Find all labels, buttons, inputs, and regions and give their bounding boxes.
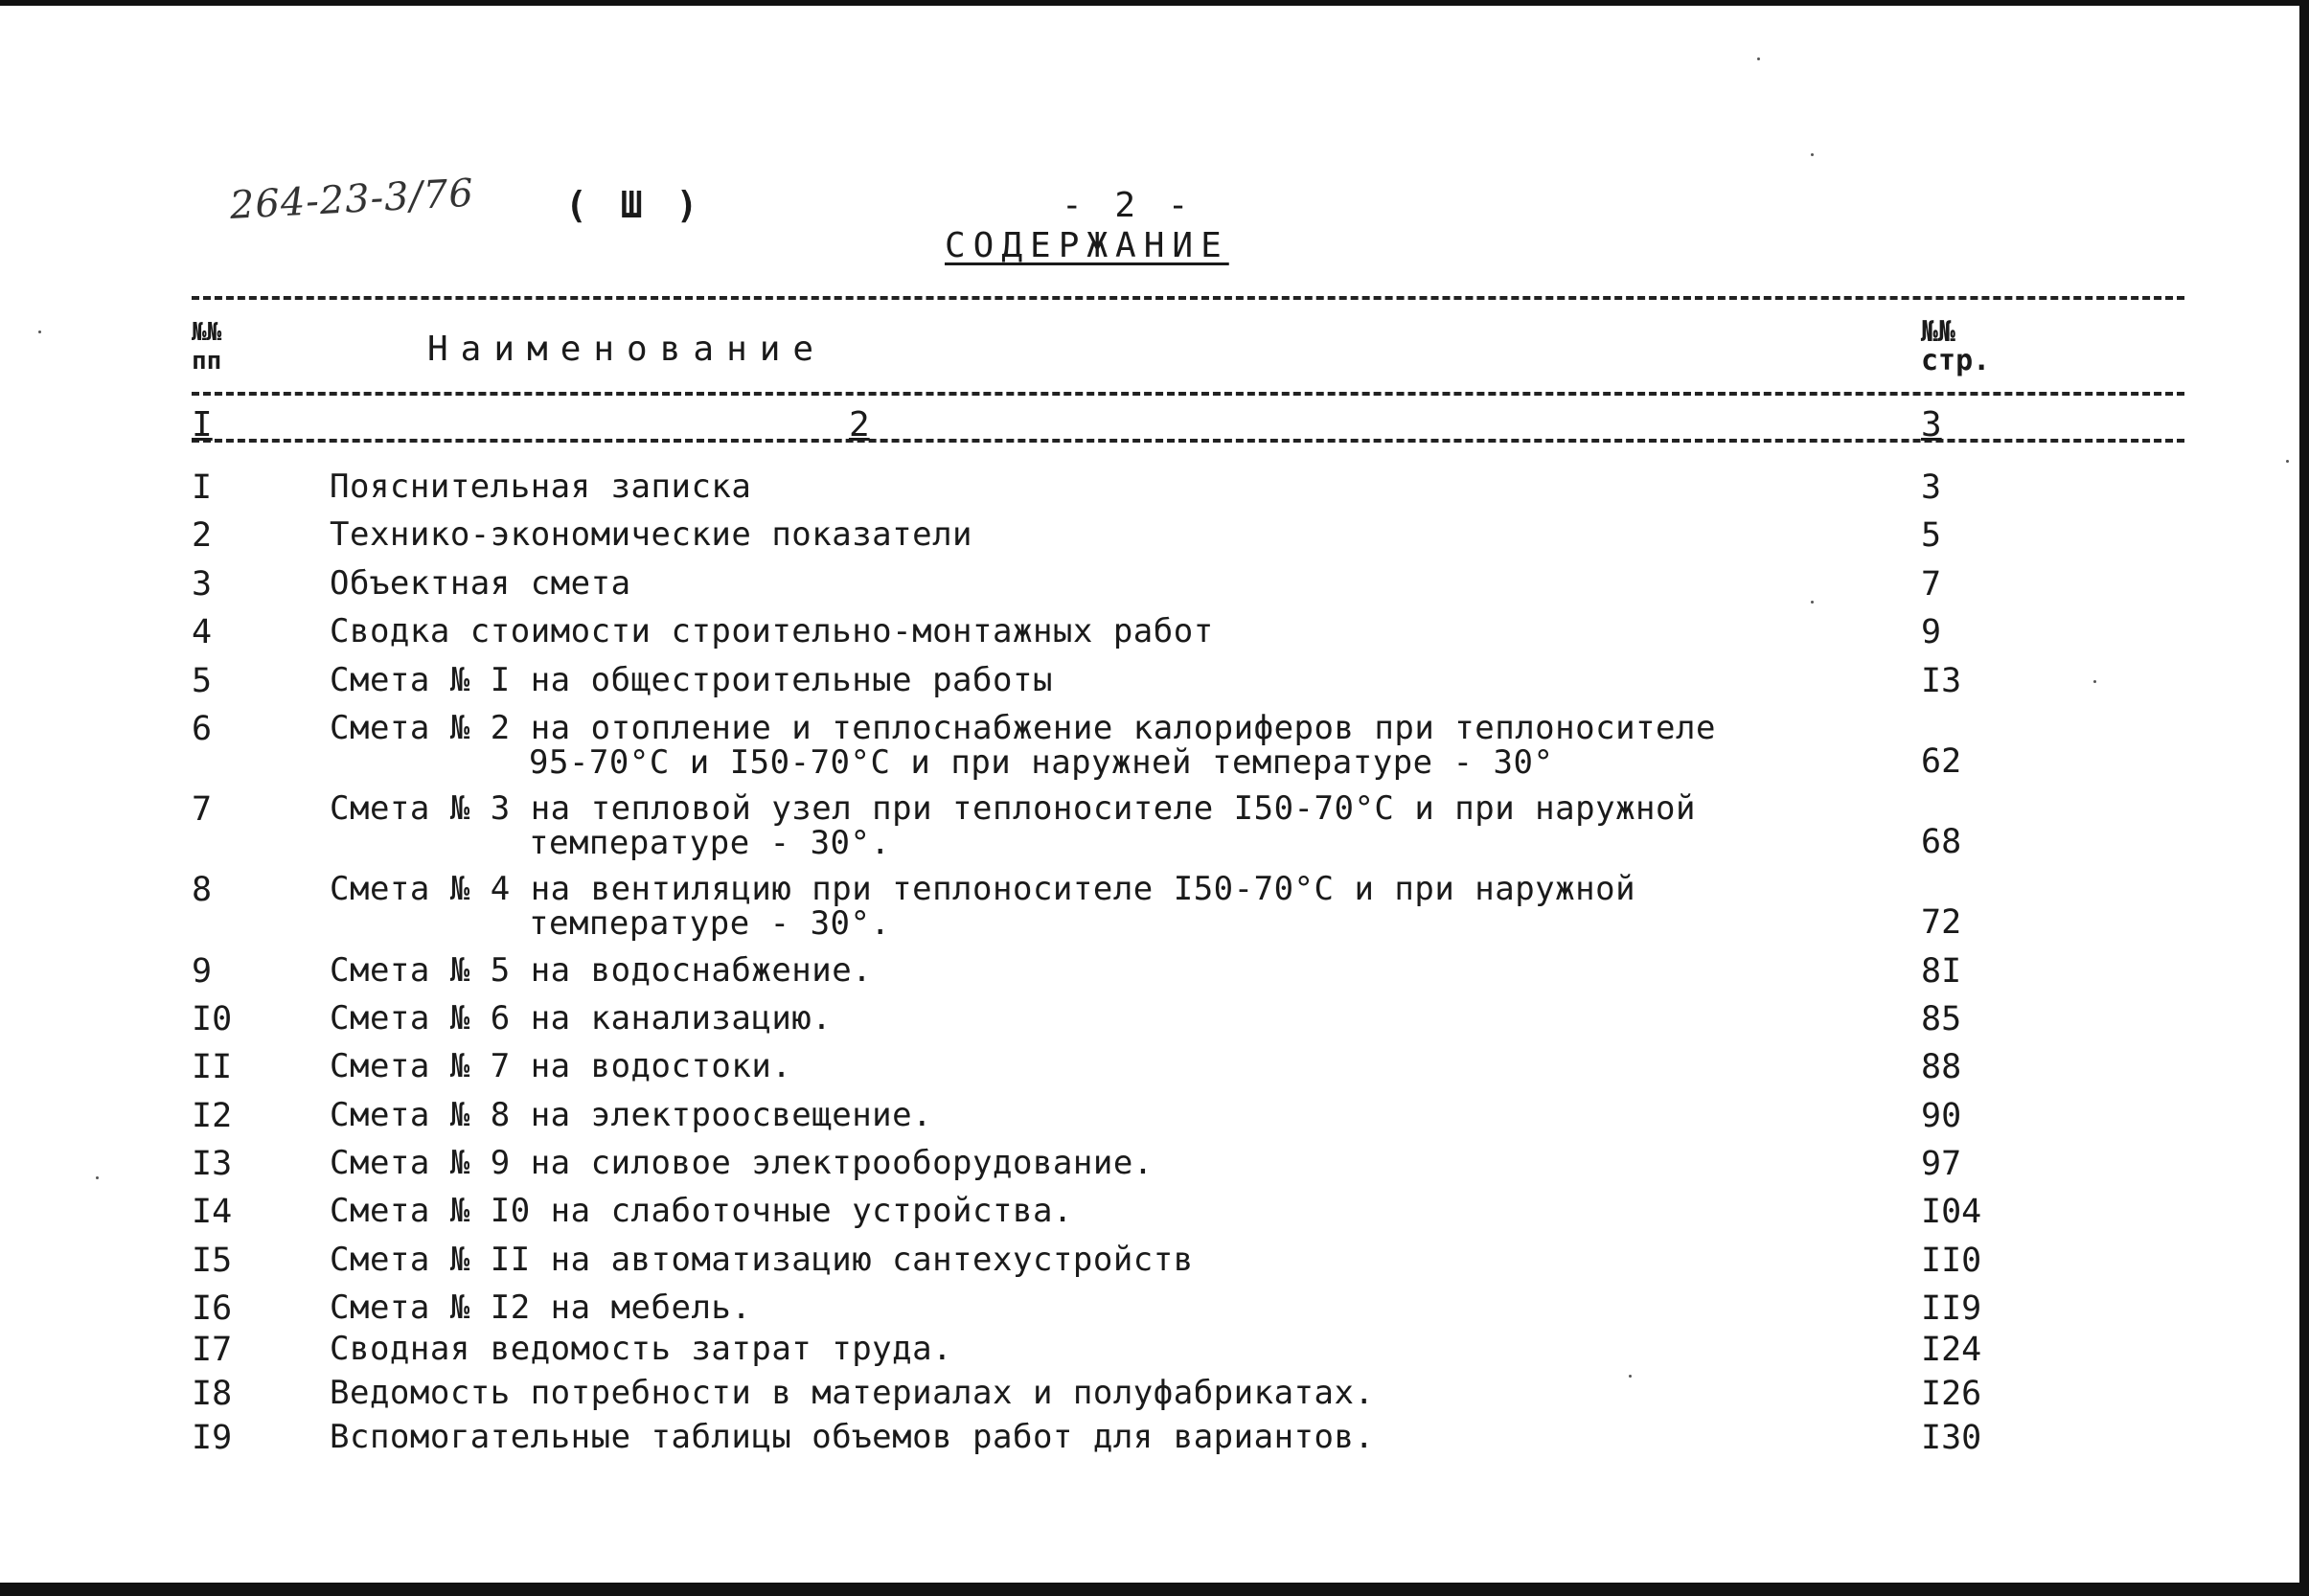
row-number: I3 <box>192 1145 233 1183</box>
header-name-column: Наименование <box>427 330 827 369</box>
row-title-line: температуре - 30°. <box>529 824 891 862</box>
row-page: 3 <box>1921 468 1942 507</box>
row-number: I4 <box>192 1193 233 1231</box>
row-title <box>330 1049 1767 1083</box>
header-num-line2: пп <box>192 347 222 376</box>
row-number: I7 <box>192 1331 233 1369</box>
row-title <box>330 1146 1767 1180</box>
row-title <box>330 872 1767 941</box>
row-number: 3 <box>192 565 213 604</box>
table-header-rule <box>192 392 2184 396</box>
row-number: 8 <box>192 871 213 909</box>
row-page: 8I <box>1921 952 1962 991</box>
header-page-line2: стр. <box>1921 344 1991 377</box>
scan-speck <box>38 331 41 333</box>
row-page: I26 <box>1921 1375 1982 1413</box>
row-title <box>330 711 1767 780</box>
row-title-line: Смета № 9 на силовое электрооборудование. <box>330 1144 1154 1182</box>
row-title <box>330 1376 1767 1410</box>
row-number: I2 <box>192 1097 233 1135</box>
row-title-line: Смета № 2 на отопление и теплоснабжение калориферов при теплоносителе <box>330 709 1716 747</box>
row-page: II0 <box>1921 1242 1982 1280</box>
page-title: СОДЕРЖАНИЕ <box>945 226 1229 265</box>
row-page: 90 <box>1921 1097 1962 1135</box>
row-title-line: Ведомость потребности в материалах и полуфабрикатах. <box>330 1374 1375 1412</box>
table-colnum-rule <box>192 439 2184 443</box>
row-page: 62 <box>1921 742 1962 781</box>
row-number: 6 <box>192 710 213 748</box>
row-title-line: Сводная ведомость затрат труда. <box>330 1330 953 1368</box>
row-title <box>330 1290 1767 1325</box>
page-number: - 2 - <box>1062 186 1195 225</box>
row-title <box>330 1332 1767 1366</box>
row-title-line: Смета № 5 на водоснабжение. <box>330 951 873 990</box>
row-page: 5 <box>1921 516 1942 555</box>
row-number: 4 <box>192 613 213 651</box>
column-number-1: I <box>192 405 213 445</box>
row-title-line: Смета № 8 на электроосвещение. <box>330 1096 933 1134</box>
column-number-2: 2 <box>849 405 870 445</box>
row-number: 7 <box>192 790 213 829</box>
header-page-line1: №№ <box>1921 315 1956 349</box>
scan-edge-bottom <box>0 1583 2309 1596</box>
row-title-line: Объектная смета <box>330 564 631 603</box>
row-number: I6 <box>192 1289 233 1328</box>
row-title <box>330 1243 1767 1277</box>
row-number: 9 <box>192 952 213 991</box>
row-page: I3 <box>1921 662 1962 700</box>
row-page: 88 <box>1921 1048 1962 1086</box>
row-number: I0 <box>192 1000 233 1038</box>
row-number: II <box>192 1048 233 1086</box>
row-page: II9 <box>1921 1289 1982 1328</box>
row-page: 85 <box>1921 1000 1962 1038</box>
row-title-line: Вспомогательные таблицы объемов работ для вариантов. <box>330 1418 1375 1456</box>
row-title-line: 95-70°С и I50-70°С и при наружней температуре - 30° <box>529 743 1554 782</box>
row-title-line: Смета № II на автоматизацию сантехустройств <box>330 1241 1194 1279</box>
row-title-line: Технико-экономические показатели <box>330 515 973 554</box>
header-num-line1: №№ <box>192 318 222 347</box>
scan-speck <box>1811 601 1814 604</box>
row-number: 2 <box>192 516 213 555</box>
row-page: I30 <box>1921 1419 1982 1457</box>
row-number: 5 <box>192 662 213 700</box>
row-title-line: Смета № I на общестроительные работы <box>330 661 1053 699</box>
row-title <box>330 791 1767 860</box>
row-title <box>330 663 1767 697</box>
row-title <box>330 614 1767 649</box>
row-title-line: Сводка стоимости строительно-монтажных работ <box>330 612 1214 650</box>
table-top-rule <box>192 296 2184 300</box>
scan-speck <box>1811 153 1814 156</box>
row-title <box>330 953 1767 988</box>
scan-speck <box>2093 680 2096 683</box>
row-title-line: Смета № 4 на вентиляцию при теплоносителе I50-70°С и при наружной <box>330 870 1636 908</box>
row-title-line: Смета № I2 на мебель. <box>330 1288 752 1327</box>
row-page: 97 <box>1921 1145 1962 1183</box>
row-title <box>330 469 1767 504</box>
header-num-column <box>192 318 221 376</box>
row-title-line: Пояснительная записка <box>330 467 752 506</box>
row-title <box>330 1194 1767 1228</box>
row-title <box>330 1098 1767 1132</box>
row-number: I9 <box>192 1419 233 1457</box>
row-title <box>330 566 1767 601</box>
row-number: I5 <box>192 1242 233 1280</box>
header-page-column <box>1921 315 1991 377</box>
row-title <box>330 1420 1767 1454</box>
row-page: 7 <box>1921 565 1942 604</box>
scan-edge-right <box>2299 0 2309 1596</box>
row-title <box>330 1001 1767 1036</box>
row-page: 9 <box>1921 613 1942 651</box>
row-title-line: температуре - 30°. <box>529 904 891 943</box>
document-code: 264-23-3/76 <box>228 171 475 228</box>
document-part: ( Ш ) <box>565 184 704 226</box>
column-number-3: 3 <box>1921 405 1942 445</box>
row-title <box>330 517 1767 552</box>
scan-speck <box>1757 57 1760 60</box>
row-number: I <box>192 468 213 507</box>
row-page: I04 <box>1921 1193 1982 1231</box>
row-title-line: Смета № 7 на водостоки. <box>330 1047 792 1085</box>
row-page: 72 <box>1921 903 1962 942</box>
row-number: I8 <box>192 1375 233 1413</box>
row-title-line: Смета № I0 на слаботочные устройства. <box>330 1192 1073 1230</box>
row-page: I24 <box>1921 1331 1982 1369</box>
scan-speck <box>96 1176 99 1179</box>
row-page: 68 <box>1921 823 1962 861</box>
row-title-line: Смета № 3 на тепловой узел при теплоносителе I50-70°С и при наружной <box>330 789 1696 828</box>
scan-edge-top <box>0 0 2309 6</box>
row-title-line: Смета № 6 на канализацию. <box>330 999 833 1037</box>
scan-speck <box>2286 460 2289 463</box>
